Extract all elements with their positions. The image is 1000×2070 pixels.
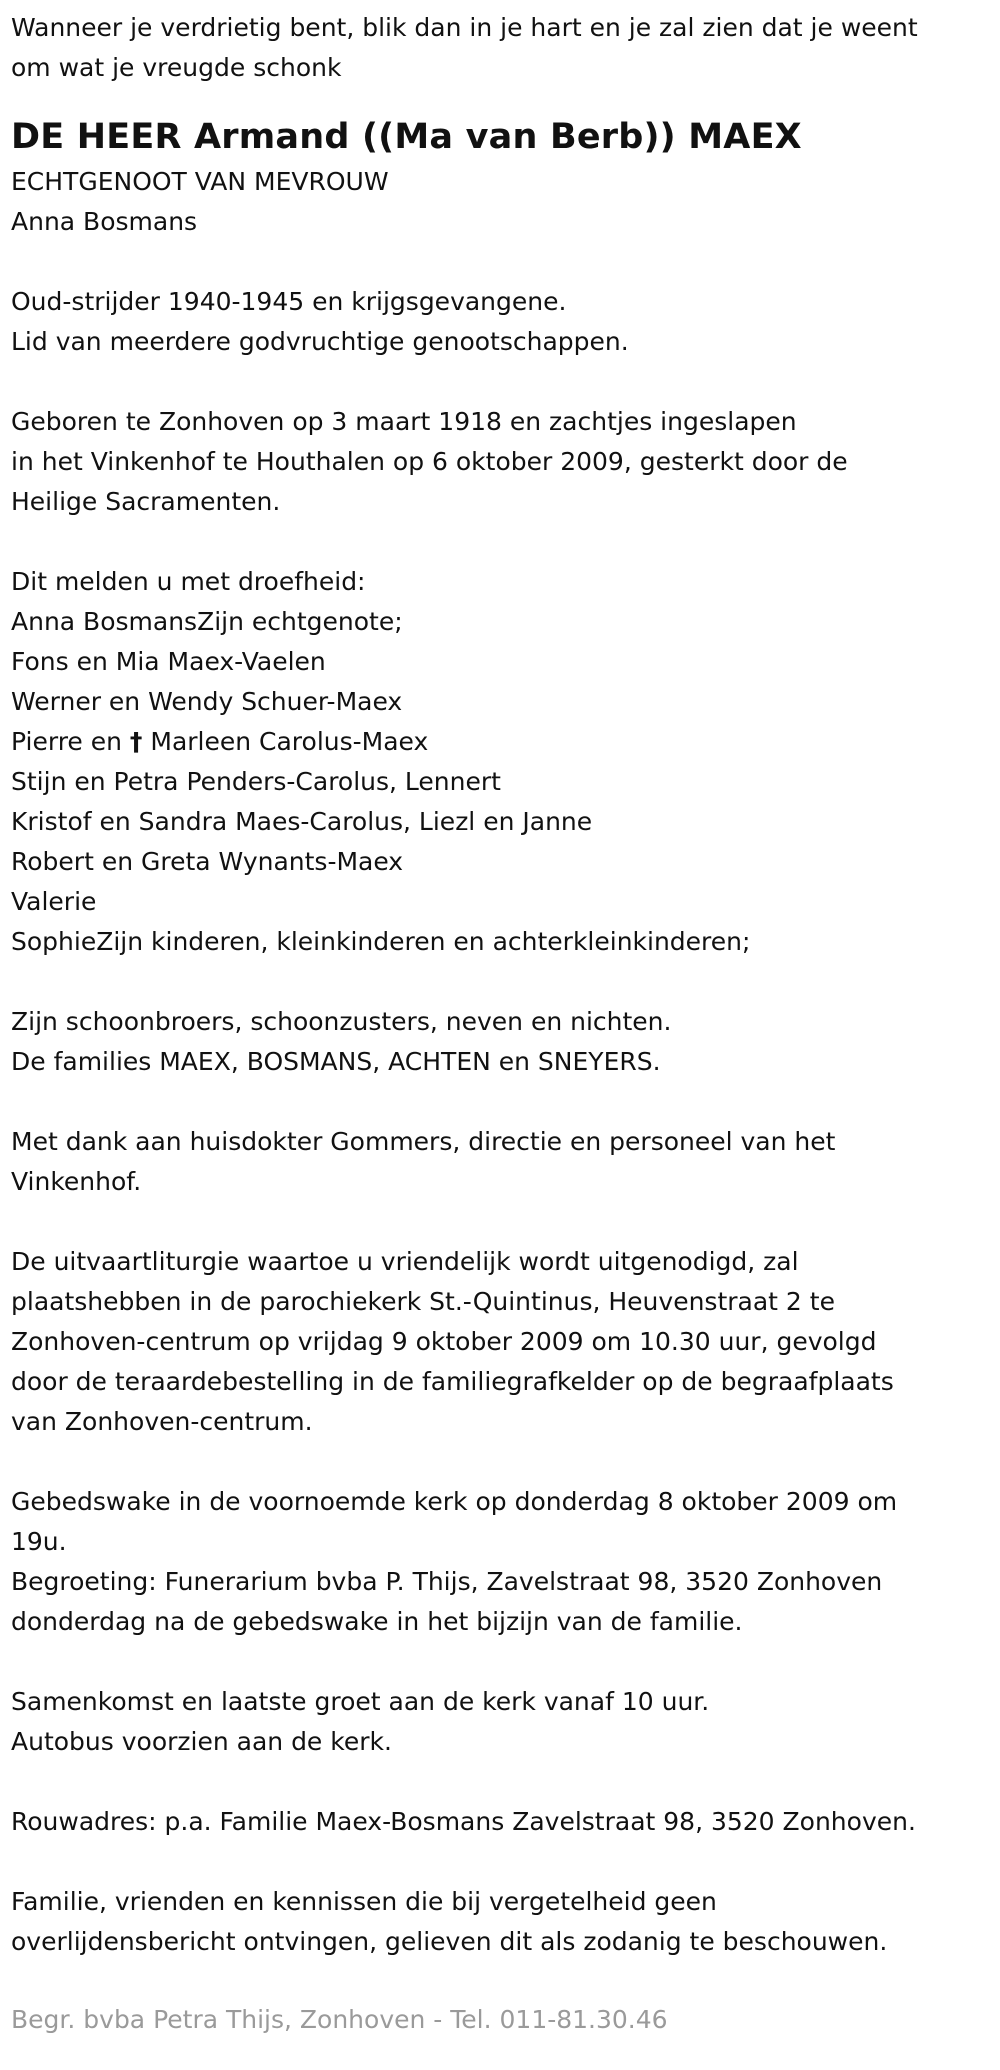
mourner-line: Robert en Greta Wynants-Maex [11, 847, 404, 876]
verse [11, 8, 989, 88]
mourners-section [11, 562, 989, 962]
deceased-name: DE HEER Armand ((Ma van Berb)) MAEX [11, 117, 802, 157]
funeral-home-footer: Begr. bvba Petra Thijs, Zonhoven - Tel. 011-81.30.46 [11, 2005, 668, 2034]
mourner-line: Valerie [11, 887, 97, 916]
family-line: De families MAEX, BOSMANS, ACHTEN en SNEYERS. [11, 1047, 661, 1076]
gathering-line: Autobus voorzien aan de kerk. [11, 1727, 392, 1756]
family-section [11, 1002, 989, 1082]
vigil-line: donderdag na de gebedswake in het bijzijn van de familie. [11, 1607, 743, 1636]
thanks-line: Vinkenhof. [11, 1167, 142, 1196]
funeral-line: De uitvaartliturgie waartoe u vriendelijk wordt uitgenodigd, zal [11, 1247, 799, 1276]
birth-death-line: in het Vinkenhof te Houthalen op 6 oktober 2009, gesterkt door de [11, 447, 848, 476]
birth-death-section [11, 402, 989, 522]
mourner-line: Kristof en Sandra Maes-Carolus, Liezl en Janne [11, 807, 593, 836]
funeral-line: plaatshebben in de parochiekerk St.-Quintinus, Heuvenstraat 2 te [11, 1287, 835, 1316]
mourner-line: Fons en Mia Maex-Vaelen [11, 647, 326, 676]
mourner-line: SophieZijn kinderen, kleinkinderen en achterkleinkinderen; [11, 927, 751, 956]
mourner-line-with-cross [11, 722, 989, 762]
closing-line: overlijdensbericht ontvingen, gelieven dit als zodanig te beschouwen. [11, 1927, 888, 1956]
title-line: Oud-strijder 1940-1945 en krijgsgevangene. [11, 287, 567, 316]
thanks-section [11, 1122, 989, 1202]
funeral-line: door de teraardebestelling in de familiegrafkelder op de begraafplaats [11, 1367, 894, 1396]
funeral-section [11, 1242, 989, 1442]
funeral-line: Zonhoven-centrum op vrijdag 9 oktober 2009 om 10.30 uur, gevolgd [11, 1327, 877, 1356]
vigil-line: 19u. [11, 1527, 67, 1556]
cross-icon: † [129, 727, 143, 756]
mourner-line: Stijn en Petra Penders-Carolus, Lennert [11, 767, 501, 796]
family-line: Zijn schoonbroers, schoonzusters, neven en nichten. [11, 1007, 672, 1036]
vigil-line: Gebedswake in de voornoemde kerk op donderdag 8 oktober 2009 om [11, 1487, 898, 1516]
birth-death-line: Heilige Sacramenten. [11, 487, 281, 516]
mourner-spouse: Anna BosmansZijn echtgenote; [11, 607, 403, 636]
birth-death-line: Geboren te Zonhoven op 3 maart 1918 en zachtjes ingeslapen [11, 407, 797, 436]
mourning-address: Rouwadres: p.a. Familie Maex-Bosmans Zavelstraat 98, 3520 Zonhoven. [11, 1807, 916, 1836]
closing-section [11, 1882, 989, 1962]
thanks-line: Met dank aan huisdokter Gommers, directie en personeel van het [11, 1127, 836, 1156]
gathering-line: Samenkomst en laatste groet aan de kerk vanaf 10 uur. [11, 1687, 710, 1716]
verse-line: om wat je vreugde schonk [11, 53, 342, 82]
spouse-label: ECHTGENOOT VAN MEVROUW [11, 167, 389, 196]
mourner-text: Pierre en [11, 727, 130, 756]
vigil-section [11, 1482, 989, 1642]
funeral-line: van Zonhoven-centrum. [11, 1407, 313, 1436]
closing-line: Familie, vrienden en kennissen die bij vergetelheid geen [11, 1887, 717, 1916]
vigil-line: Begroeting: Funerarium bvba P. Thijs, Zavelstraat 98, 3520 Zonhoven [11, 1567, 883, 1596]
title-line: Lid van meerdere godvruchtige genootschappen. [11, 327, 629, 356]
mourners-intro: Dit melden u met droefheid: [11, 567, 366, 596]
mourner-line: Werner en Wendy Schuer-Maex [11, 687, 403, 716]
verse-line: Wanneer je verdrietig bent, blik dan in je hart en je zal zien dat je weent [11, 13, 918, 42]
spouse-name: Anna Bosmans [11, 207, 198, 236]
titles-section [11, 282, 989, 362]
mourner-text: Marleen Carolus-Maex [142, 727, 429, 756]
gathering-section [11, 1682, 989, 1762]
